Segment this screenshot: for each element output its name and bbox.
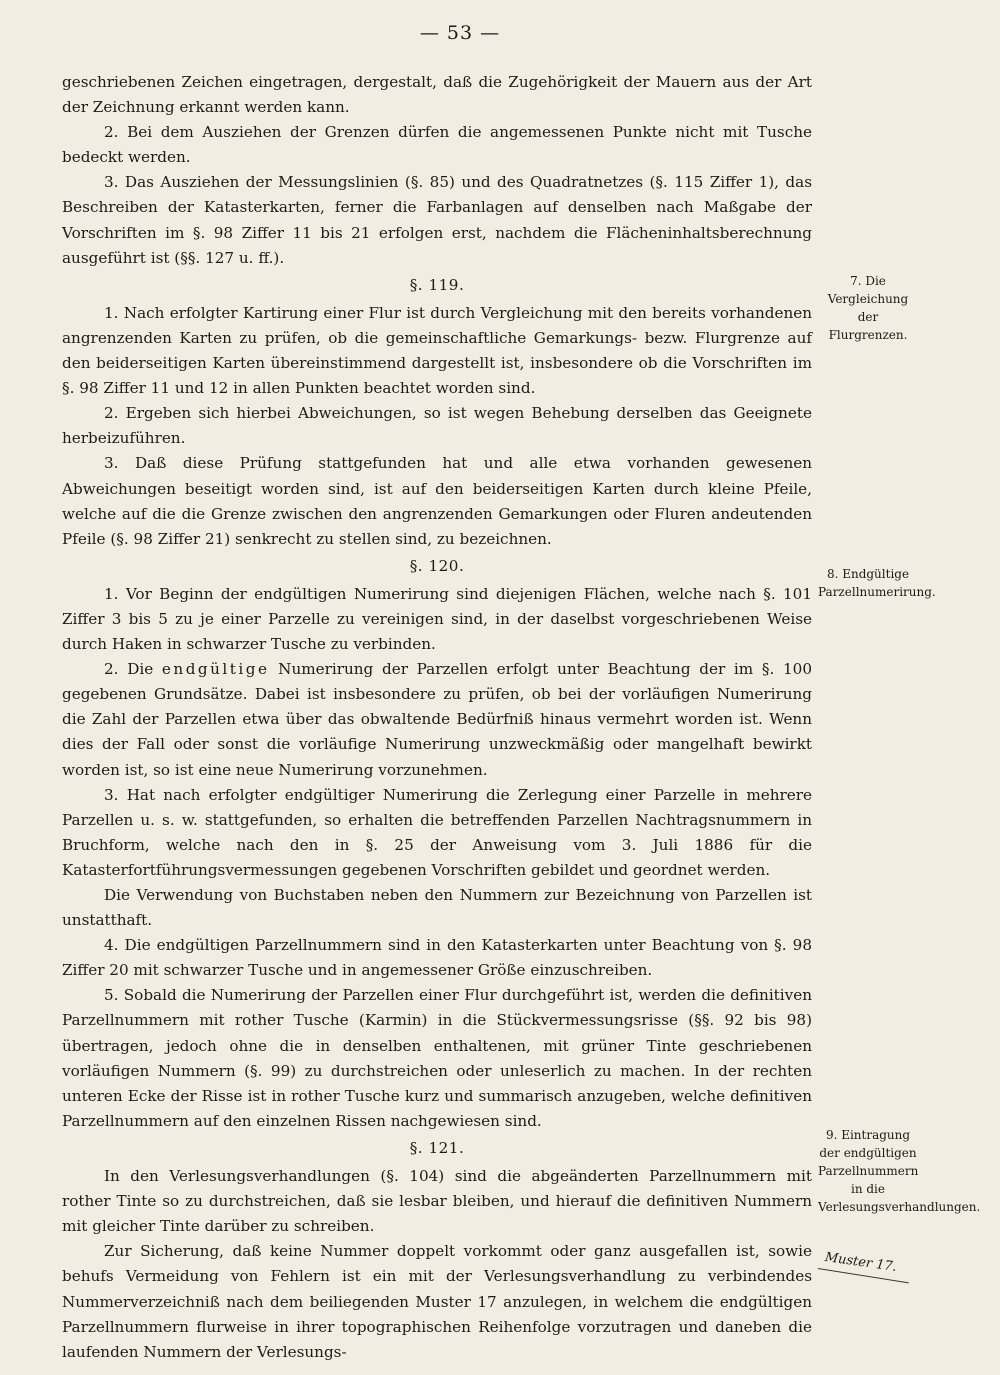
paragraph: 4. Die endgültigen Parzellnummern sind in den Katasterkarten unter Beachtung von §. 98 Ziffer 20 mit schwarzer Tusche und in angemessener Größe einzuschreiben. xyxy=(62,936,812,980)
page-number: — 53 — xyxy=(419,22,501,44)
paragraph: In den Verlesungsverhandlungen (§. 104) sind die abgeänderten Parzellnummern mit rother Tinte so zu durchstreichen, daß sie lesbar bleiben, und hierauf die definitiven Nummern mit gleicher Tinte darüber zu schreiben. xyxy=(62,1167,812,1236)
paragraph: 1. Vor Beginn der endgültigen Numerirung sind diejenigen Flächen, welche nach §. 101 Ziffer 3 bis 5 zu je einer Parzelle zu vereinigen sind, in der daselbst vorgeschriebenen Weise durch Haken in schwarzer Tusche zu verbinden. xyxy=(62,584,812,654)
paragraph: 5. Sobald die Numerirung der Parzellen einer Flur durchgeführt ist, werden die definitiven Parzellnummern mit rother Tusche (Karmin) in die Stückvermessungsrisse (§§. 92 bis 98) übertragen, jedoch ohne die in denselben enthaltenen, mit grüner Tinte geschriebenen vorläufigen Nummern (§. 99) zu durchstreichen oder unleserlich zu machen. In der rechten unteren Ecke der Risse ist in rother Tusche kurz und summarisch anzugeben, welche definitiven Parzellnummern auf den einzelnen Rissen nachgewiesen sind. xyxy=(62,986,812,1130)
paragraph: 1. Nach erfolgter Kartirung einer Flur ist durch Vergleichung mit den bereits vorhandenen angrenzenden Karten zu prüfen, ob die gemeinschaftliche Gemarkungs- bezw. Flurgrenze auf den beiderseitigen Karten übereinstimmend dargestellt ist, insbesondere ob die Vorschriften im §. 98 Ziffer 11 und 12 in allen Punkten beachtet worden sind. xyxy=(62,303,812,398)
paragraph: 2. Bei dem Ausziehen der Grenzen dürfen die angemessenen Punkte nicht mit Tusche bedeckt werden. xyxy=(62,123,812,167)
paragraph: 3. Hat nach erfolgter endgültiger Numerirung die Zerlegung einer Parzelle in mehrere Parzellen u. s. w. stattgefunden, so erhalten die betreffenden Parzellen Nachtragsnummern in Bruchform, welche nach den in §. 25 der Anweisung vom 3. Juli 1886 für die Katasterfortführungsvermessungen gegebenen Vorschriften gebildet und geordnet werden. xyxy=(62,785,812,879)
paragraph-rest: Numerirung der Parzellen erfolgt unter Beachtung der im §. 100 gegebenen Grundsätze. Dabei ist insbesondere zu prüfen, ob bei der vorläufigen Numerirung die Zahl der Parzellen etwa über das obwaltende Bedürfniß hinaus vermehrt worden ist. Wenn dies der Fall oder sonst die vorläufige Numerirung unzweckmäßig oder mangelhaft bewirkt worden ist, so ist eine neue Numerirung vorzunehmen. xyxy=(62,660,812,779)
paragraph: Die Verwendung von Buchstaben neben den Nummern zur Bezeichnung von Parzellen ist unstatthaft. xyxy=(62,886,812,930)
section-heading-120: §. 120. xyxy=(409,556,465,575)
paragraph-lead: 2. Die xyxy=(104,660,154,679)
paragraph: 3. Das Ausziehen der Messungslinien (§. 85) und des Quadratnetzes (§. 115 Ziffer 1), das Beschreiben der Katasterkarten, ferner die Farbanlagen auf denselben nach Maßgabe der Vorschriften im §. 98 Ziffer 11 bis 21 erfolgen erst, nachdem die Flächeninhaltsberechnung ausgeführt ist (§§. 127 u. ff.). xyxy=(62,173,812,267)
paragraph: geschriebenen Zeichen eingetragen, dergestalt, daß die Zugehörigkeit der Mauern aus der Art der Zeichnung erkannt werden kann. xyxy=(62,73,812,117)
muster-reference: Muster 17. xyxy=(823,1250,898,1275)
paragraph: Zur Sicherung, daß keine Nummer doppelt vorkommt oder ganz ausgefallen ist, sowie behufs Vermeidung von Fehlern ist ein mit der Verlesungsverhandlung zu verbindendes Nummerverzeichniß nach dem beiliegenden Muster 17 anzulegen, in welchem die endgültigen Parzellnummern flurweise in ihrer topographischen Reihenfolge vorzutragen und daneben die laufenden Nummern der Verlesungs- xyxy=(62,1242,812,1361)
section-heading-119: §. 119. xyxy=(409,275,465,294)
paragraph: 3. Daß diese Prüfung stattgefunden hat und alle etwa vorhanden gewesenen Abweichungen beseitigt worden sind, ist auf den beiderseitigen Karten durch kleine Pfeile, welche auf die die Grenze zwischen den angrenzenden Gemarkungen oder Fluren andeutenden Pfeile (§. 98 Ziffer 21) senkrecht zu stellen sind, zu bezeichnen. xyxy=(62,454,812,548)
paragraph: 2. Ergeben sich hierbei Abweichungen, so ist wegen Behebung derselben das Geeignete herbeizuführen. xyxy=(62,404,812,448)
main-text xyxy=(62,70,812,1365)
emphasized-word: endgültige xyxy=(161,660,270,679)
margin-note-flurgrenzen: 7. Die Vergleichung der Flurgrenzen. xyxy=(827,274,909,342)
section-heading-121: §. 121. xyxy=(409,1138,465,1157)
margin-note-eintragung: 9. Eintragung der endgültigen Parzellnummern in die Verlesungsverhandlungen. xyxy=(818,1128,981,1214)
paragraph xyxy=(62,657,812,782)
margin-note-numerirung: 8. Endgültige Parzellnumerirung. xyxy=(818,567,936,599)
